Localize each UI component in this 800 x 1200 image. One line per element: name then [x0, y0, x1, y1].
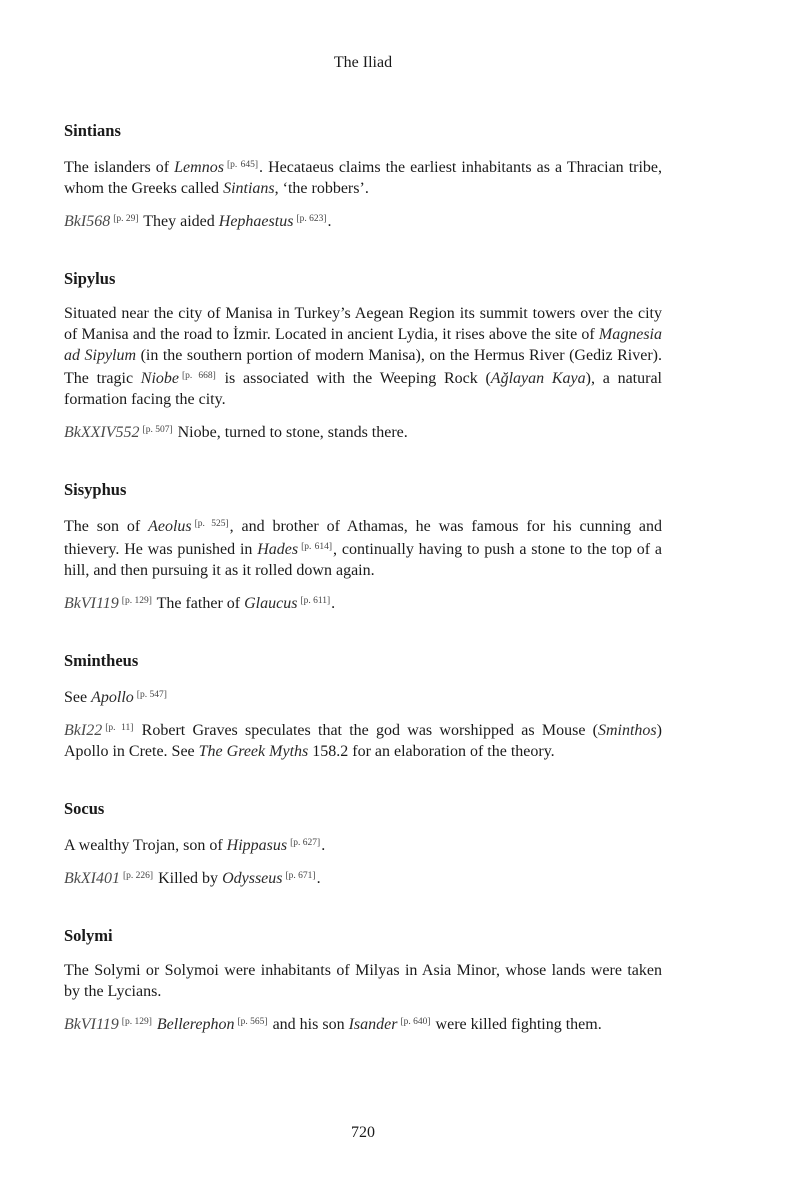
entry-paragraph	[64, 591, 662, 614]
body-text: The islanders of	[64, 159, 175, 176]
cross-reference-link[interactable]: Sintians	[223, 180, 275, 197]
page-reference: [p. 668]	[182, 371, 216, 381]
body-text: and his son	[268, 1016, 349, 1033]
page-reference: [p. 507]	[142, 425, 173, 435]
book-line-reference[interactable]: BkVI119	[64, 595, 119, 612]
page-reference: [p. 671]	[285, 871, 316, 881]
page-number: 720	[351, 1124, 375, 1141]
cross-reference-link[interactable]: Hades	[257, 541, 299, 558]
entry-title: Socus	[64, 799, 105, 818]
glossary-entry	[64, 798, 662, 889]
cross-reference-link[interactable]: Ağlayan Kaya	[490, 370, 586, 387]
entry-title: Smintheus	[64, 651, 139, 670]
body-text: .	[331, 595, 336, 612]
entry-paragraph	[64, 1012, 662, 1035]
running-header: The Iliad	[333, 54, 393, 71]
page-reference: [p. 565]	[237, 1017, 268, 1027]
cross-reference-link[interactable]: Lemnos	[174, 159, 224, 176]
body-text: Robert Graves speculates that the god was worshipped as Mouse (	[134, 722, 598, 739]
cross-reference-link[interactable]: Odysseus	[222, 870, 283, 887]
cross-reference-link[interactable]: Hephaestus	[218, 213, 294, 230]
cross-reference-link[interactable]: Apollo	[91, 689, 134, 706]
book-line-reference[interactable]: BkI22	[64, 722, 103, 739]
book-line-reference[interactable]: BkI568	[64, 213, 111, 230]
page-reference: [p. 525]	[194, 519, 229, 529]
cross-reference-link[interactable]: Sminthos	[597, 722, 657, 739]
entry-paragraph	[64, 303, 662, 410]
cross-reference-link[interactable]: Aeolus	[148, 518, 192, 535]
entry-paragraph	[64, 514, 662, 581]
page-reference: [p. 129]	[121, 1017, 152, 1027]
cross-reference-link[interactable]: Glaucus	[244, 595, 298, 612]
body-text: .	[316, 870, 321, 887]
page-reference: [p. 129]	[121, 596, 152, 606]
entry-paragraph	[64, 685, 662, 708]
glossary-entry	[64, 120, 662, 232]
cross-reference-link[interactable]: Bellerephon	[156, 1016, 235, 1033]
cross-reference-link[interactable]: Isander	[348, 1016, 398, 1033]
body-text: The Solymi or Solymoi were inhabitants of Milyas in Asia Minor, whose lands were taken by the Lycians.	[64, 962, 662, 1000]
body-text: They aided	[139, 213, 219, 230]
page-reference: [p. 547]	[136, 690, 167, 700]
glossary-entry	[64, 925, 662, 1035]
glossary-entries	[64, 120, 662, 1071]
cross-reference-link[interactable]: Hippasus	[226, 837, 288, 854]
body-text: were killed fighting them.	[431, 1016, 602, 1033]
glossary-entry	[64, 268, 662, 443]
body-text: (in the southern portion of modern Manisa), on the Hermus River (Gediz River). The tragic	[64, 347, 663, 387]
entry-paragraph	[64, 718, 662, 762]
cross-reference-link[interactable]: Niobe	[140, 370, 180, 387]
entry-paragraph	[64, 420, 662, 443]
glossary-entry	[64, 479, 662, 614]
body-text: See	[64, 689, 92, 706]
body-text: The son of	[64, 518, 149, 535]
entry-paragraph	[64, 833, 662, 856]
body-text: , continually having to push a stone to the top of a hill, and then pursuing it as it rolled down again.	[64, 541, 663, 579]
entry-title: Sisyphus	[64, 480, 127, 499]
body-text: , ‘the robbers’.	[274, 180, 369, 197]
book-line-reference[interactable]: BkVI119	[64, 1016, 119, 1033]
book-line-reference[interactable]: BkXI401	[64, 870, 120, 887]
body-text: A wealthy Trojan, son of	[64, 837, 227, 854]
entry-title: Sintians	[64, 121, 121, 140]
entry-paragraph	[64, 866, 662, 889]
body-text: .	[327, 213, 332, 230]
entry-paragraph	[64, 960, 662, 1002]
page-reference: [p. 226]	[122, 871, 154, 881]
glossary-entry	[64, 650, 662, 762]
body-text: Situated near the city of Manisa in Turkey’s Aegean Region its summit towers over the city of Manisa and the road to İzmir. Located in ancient Lydia, it rises above the site of	[64, 305, 662, 343]
page-reference: [p. 29]	[113, 214, 139, 224]
page-reference: [p. 611]	[300, 596, 331, 606]
entry-title: Solymi	[64, 926, 113, 945]
body-text: .	[321, 837, 326, 854]
body-text: is associated with the Weeping Rock (	[216, 370, 491, 387]
cross-reference-link[interactable]: The Greek Myths	[198, 743, 309, 760]
entry-paragraph	[64, 155, 662, 199]
entry-title: Sipylus	[64, 269, 116, 288]
body-text: , and brother of Athamas, he was famous for his cunning and thievery. He was punished in	[64, 518, 663, 558]
body-text: ), a natural formation facing the city.	[64, 370, 662, 408]
page-reference: [p. 640]	[400, 1017, 431, 1027]
body-text: ) Apollo in Crete. See	[64, 722, 662, 760]
page-reference: [p. 623]	[296, 214, 327, 224]
body-text: Killed by	[154, 870, 223, 887]
body-text: . Hecataeus claims the earliest inhabitants as a Thracian tribe, whom the Greeks called	[64, 159, 663, 197]
book-line-reference[interactable]: BkXXIV552	[64, 424, 140, 441]
entry-paragraph	[64, 209, 662, 232]
page-reference: [p. 614]	[301, 542, 333, 552]
body-text: 158.2 for an elaboration of the theory.	[308, 743, 555, 760]
page-reference: [p. 645]	[226, 160, 259, 170]
body-text: Niobe, turned to stone, stands there.	[173, 424, 408, 441]
cross-reference-link[interactable]: Magnesia ad Sipylum	[64, 326, 662, 364]
page-reference: [p. 627]	[290, 838, 321, 848]
page-reference: [p. 11]	[105, 723, 134, 733]
body-text: The father of	[152, 595, 245, 612]
